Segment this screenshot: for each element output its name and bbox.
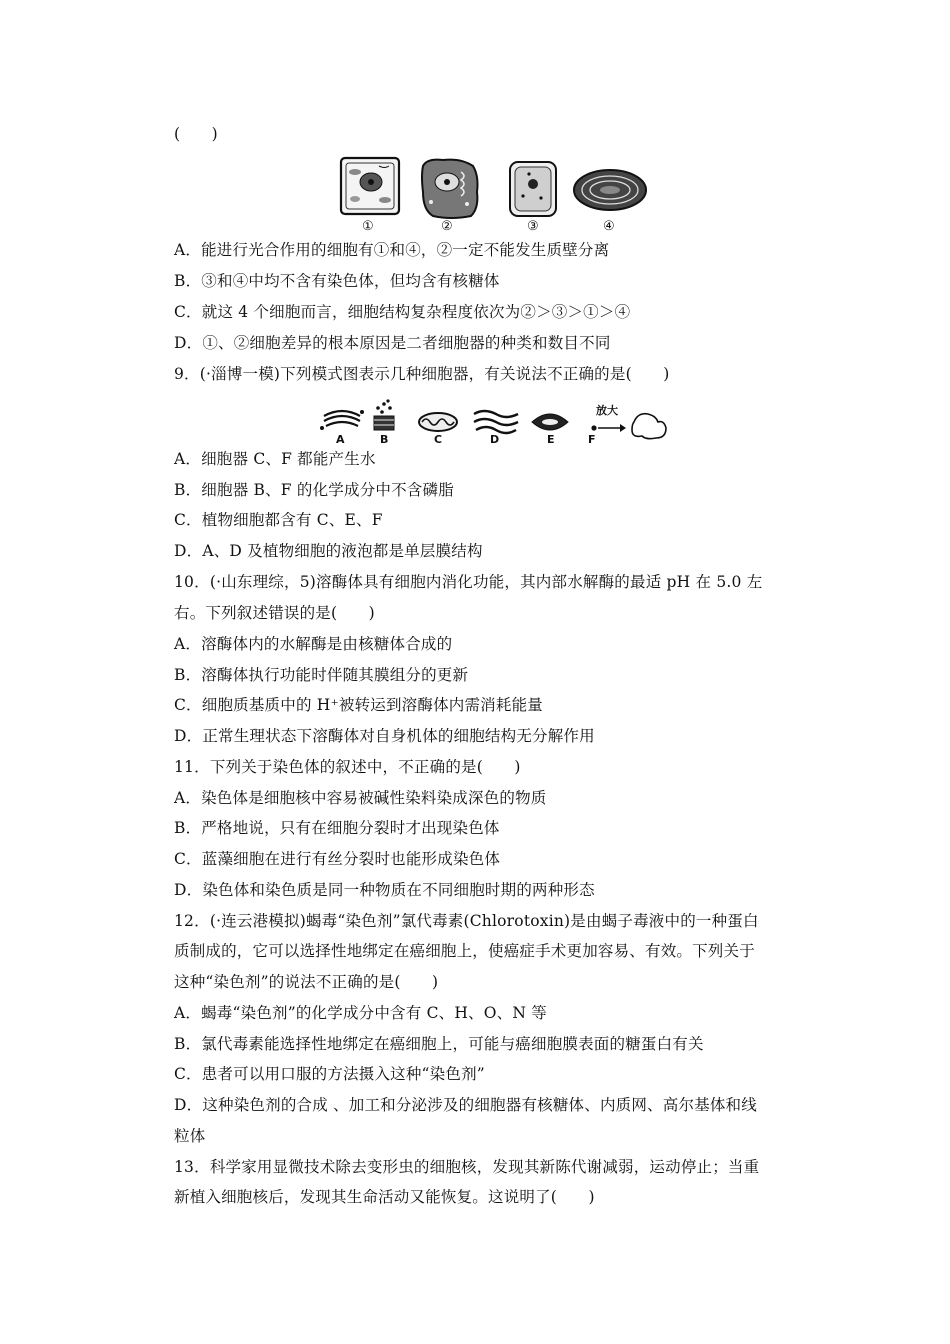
text-line: B．③和④中均不含有染色体，但均含有核糖体 <box>174 272 500 290</box>
organelle-f-label: F <box>588 433 596 446</box>
text-line: A．蝎毒“染色剂”的化学成分中含有 C、H、O、N 等 <box>174 1004 547 1022</box>
text-line: D．染色体和染色质是同一种物质在不同细胞时期的两种形态 <box>174 881 595 899</box>
text-line: B．溶酶体执行功能时伴随其膜组分的更新 <box>174 666 469 684</box>
cell-4-label: ④ <box>603 219 615 232</box>
text-line: C．就这 4 个细胞而言，细胞结构复杂程度依次为②＞③＞①＞④ <box>174 303 631 321</box>
text-line: 这种“染色剂”的说法不正确的是( ) <box>174 973 439 991</box>
cell-3-label: ③ <box>527 219 539 232</box>
text-line: D．这种染色剂的合成 、加工和分泌涉及的细胞器有核糖体、内质网、高尔基体和线 <box>174 1096 757 1114</box>
organelle-e-image <box>532 414 568 430</box>
text-line: 右。下列叙述错误的是( ) <box>174 604 375 622</box>
text-line: B．氯代毒素能选择性地绑定在癌细胞上，可能与癌细胞膜表面的糖蛋白有关 <box>174 1035 704 1053</box>
organelle-a-image <box>320 410 364 430</box>
text-line: C．细胞质基质中的 H⁺被转运到溶酶体内需消耗能量 <box>174 696 543 714</box>
cell-2-label: ② <box>441 219 453 232</box>
text-line: ( ) <box>174 125 218 143</box>
cell-3-image <box>510 162 556 216</box>
cell-4-image <box>574 170 646 210</box>
text-line: 13．科学家用显微技术除去变形虫的细胞核，发现其新陈代谢减弱，运动停止；当重 <box>174 1158 760 1176</box>
text-line: B．细胞器 B、F 的化学成分中不含磷脂 <box>174 481 454 499</box>
text-line: 10．(·山东理综，5)溶酶体具有细胞内消化功能，其内部水解酶的最适 pH 在 5.0 左 <box>174 573 763 591</box>
text-line: D．①、②细胞差异的根本原因是二者细胞器的种类和数目不同 <box>174 334 611 352</box>
enlarge-arrow-label: 放大 <box>596 404 618 417</box>
text-line: 11．下列关于染色体的叙述中，不正确的是( ) <box>174 758 521 776</box>
text-line: 粒体 <box>174 1127 206 1145</box>
text-line: C．植物细胞都含有 C、E、F <box>174 511 383 529</box>
text-line: 9．(·淄博一模)下列模式图表示几种细胞器，有关说法不正确的是( ) <box>174 365 670 383</box>
organelle-e-label: E <box>547 433 555 446</box>
organelle-d-image <box>474 411 518 433</box>
organelle-d-label: D <box>490 433 500 446</box>
organelle-a-label: A <box>336 433 345 446</box>
organelle-figure <box>318 398 670 446</box>
organelle-c-label: C <box>434 433 443 446</box>
text-line: A．能进行光合作用的细胞有①和④，②一定不能发生质壁分离 <box>174 241 610 259</box>
organelle-f-image <box>591 414 666 439</box>
text-line: A．染色体是细胞核中容易被碱性染料染成深色的物质 <box>174 789 547 807</box>
text-line: C．蓝藻细胞在进行有丝分裂时也能形成染色体 <box>174 850 501 868</box>
cell-figure <box>335 152 665 232</box>
cell-1-label: ① <box>362 219 374 232</box>
organelle-c-image <box>419 413 457 431</box>
text-line: D．正常生理状态下溶酶体对自身机体的细胞结构无分解作用 <box>174 727 595 745</box>
cell-2-image <box>422 160 478 218</box>
text-line: C．患者可以用口服的方法摄入这种“染色剂” <box>174 1065 485 1083</box>
organelle-b-image <box>374 399 394 430</box>
text-line: B．严格地说，只有在细胞分裂时才出现染色体 <box>174 819 500 837</box>
text-line: A．溶酶体内的水解酶是由核糖体合成的 <box>174 635 453 653</box>
text-line: 12．(·连云港模拟)蝎毒“染色剂”氯代毒素(Chlorotoxin)是由蝎子毒液中的一种蛋白 <box>174 912 759 930</box>
text-line: 新植入细胞核后，发现其生命活动又能恢复。这说明了( ) <box>174 1188 595 1206</box>
text-line: D．A、D 及植物细胞的液泡都是单层膜结构 <box>174 542 483 560</box>
text-line: 质制成的，它可以选择性地绑定在癌细胞上，使癌症手术更加容易、有效。下列关于 <box>174 942 755 960</box>
cell-1-image <box>341 158 399 214</box>
organelle-b-label: B <box>380 433 389 446</box>
text-line: A．细胞器 C、F 都能产生水 <box>174 450 376 468</box>
